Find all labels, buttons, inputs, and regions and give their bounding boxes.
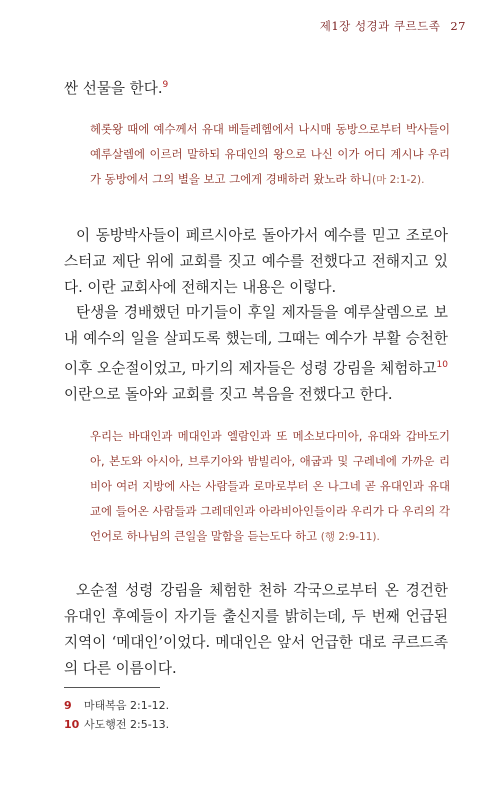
- scripture-quote-2: [90, 424, 450, 550]
- paragraph-3-text-b: 이란으로 돌아와 교회를 짓고 복음을 전했다고 한다.: [64, 385, 393, 403]
- footnote-9: [64, 697, 169, 713]
- page-number: 27: [450, 19, 466, 33]
- footnote-ref-10[interactable]: 10: [436, 360, 448, 370]
- footnote-ref-9[interactable]: 9: [162, 80, 169, 90]
- paragraph-4: [64, 578, 448, 682]
- paragraph-4-text: 오순절 성령 강림을 체험한 천하 각국으로부터 온 경건한 유대인 후예들이 자기들 출신지를 밝히는데, 두 번째 언급된 지역이 ‘메대인’이었다. 메대인은 앞서 언급한 대로 쿠르드족의 다른 이름이다.: [64, 582, 448, 677]
- paragraph-2-text: 이 동방박사들이 페르시아로 돌아가서 예수를 믿고 조로아스터교 제단 위에 교회를 짓고 예수를 전했다고 전해지고 있다. 이란 교회사에 전해지는 내용은 이렇다.: [64, 227, 448, 296]
- paragraph-1-text: 싼 선물을 한다.: [64, 79, 163, 97]
- running-head: [320, 18, 466, 34]
- footnote-10: [64, 716, 169, 732]
- paragraph-1: [64, 72, 448, 102]
- quote-2-text: 우리는 바대인과 메대인과 엘람인과 또 메소보다미아, 유대와 갑바도기아, 본도와 아시아, 브루기아와 밤빌리아, 애굽과 및 구레네에 가까운 리비아 여러 지방에 사는 사람들과 로마로부터 온 나그네 곧 유대인과 유대교에 들어온 사람들과 그레데인과 아라비아인들이라 우리가 다 우리의 각 언어로 하나님의 큰일을 말함을 듣는도다 하고: [90, 429, 450, 543]
- paragraph-3-text-a: 탄생을 경배했던 마기들이 후일 제자들을 예루살렘으로 보내 예수의 일을 살피도록 했는데, 그때는 예수가 부활 승천한 이후 오순절이었고, 마기의 제자들은 성령 강림을 체험하고: [64, 304, 448, 377]
- scripture-quote-1: [90, 117, 450, 193]
- quote-1-text: 헤롯왕 때에 예수께서 유대 베들레헴에서 나시매 동방으로부터 박사들이 예루살렘에 이르러 말하되 유대인의 왕으로 나신 이가 어디 계시냐 우리가 동방에서 그의 별을 보고 그에게 경배하러 왔노라 하니: [90, 122, 450, 186]
- footnote-divider: [64, 687, 160, 688]
- paragraph-2: [64, 223, 448, 301]
- footnote-10-text: 사도행전 2:5-13.: [84, 718, 170, 731]
- footnote-10-number: 10: [64, 718, 80, 731]
- quote-1-reference: (마 2:1-2).: [372, 174, 425, 186]
- footnote-9-number: 9: [64, 699, 72, 712]
- paragraph-3: [64, 300, 448, 408]
- footnote-9-text: 마태복음 2:1-12.: [84, 699, 170, 712]
- chapter-title: 제1장 성경과 쿠르드족: [319, 19, 441, 33]
- quote-2-reference: (행 2:9-11).: [320, 531, 380, 543]
